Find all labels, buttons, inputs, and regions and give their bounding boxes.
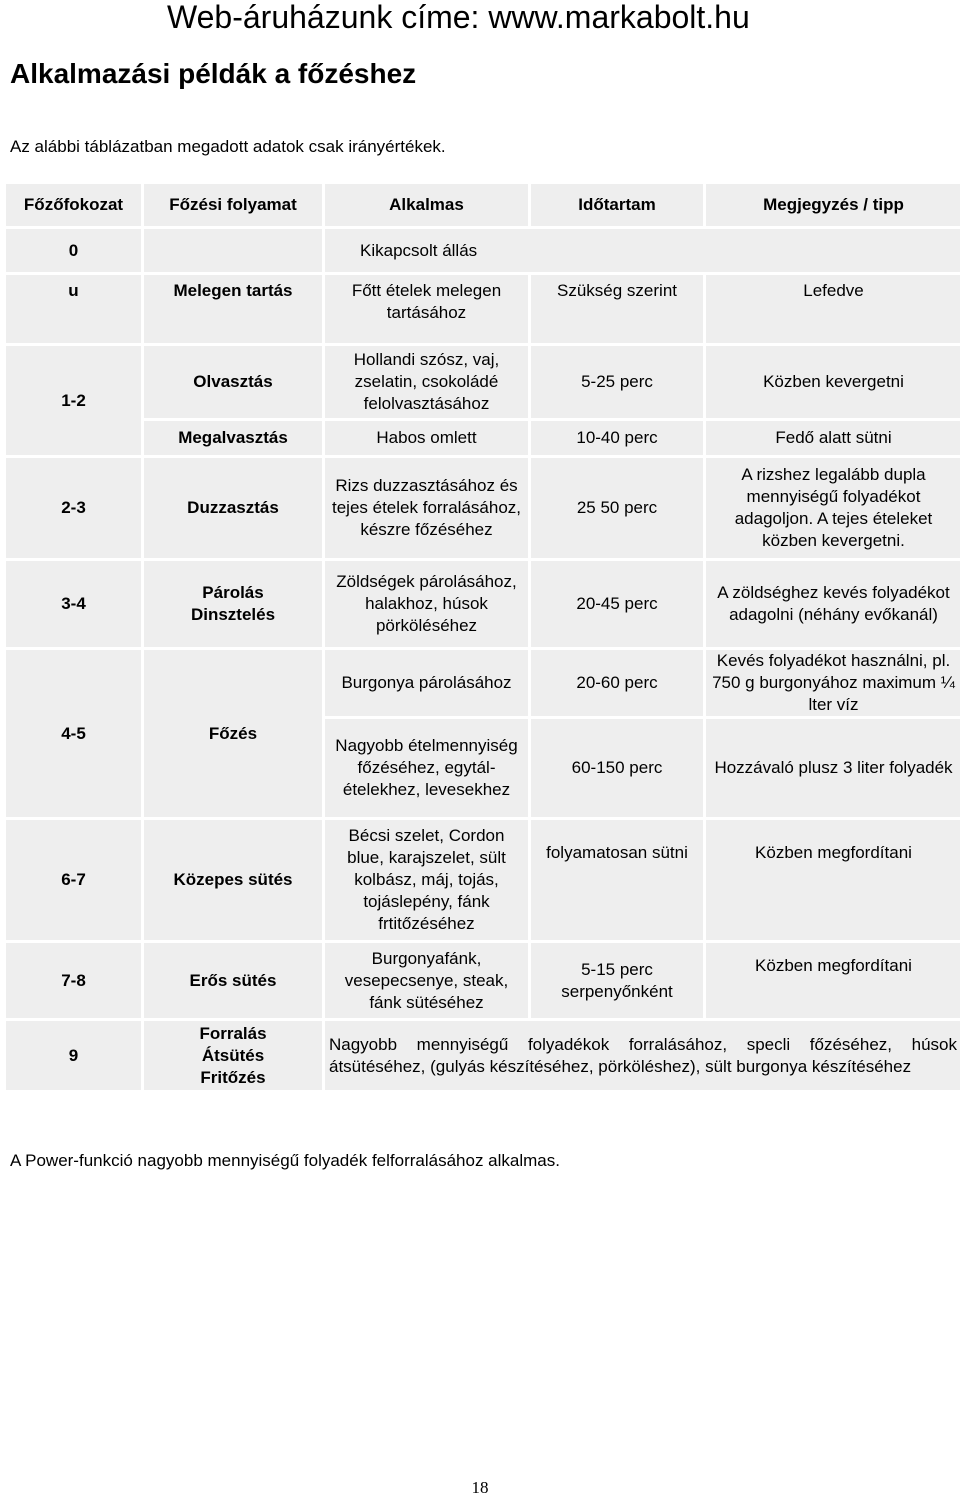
suitable-cell: Főtt ételek melegen tartásához — [325, 275, 528, 343]
process-cell: Melegen tartás — [144, 275, 322, 343]
note-cell: Fedő alatt sütni — [706, 421, 960, 455]
level-cell: 4-5 — [6, 650, 141, 817]
suitable-cell: Hollandi szósz, vaj, zselatin, csokoládé felolvasztásához — [325, 346, 528, 418]
table-row — [6, 229, 960, 272]
table-row — [6, 1021, 960, 1090]
off-state-cell: Kikapcsolt állás — [325, 229, 960, 272]
duration-cell: 25 50 perc — [531, 458, 703, 558]
duration-cell: 60-150 perc — [531, 719, 703, 817]
empty-cell — [144, 229, 322, 272]
header-cell: Alkalmas — [325, 184, 528, 226]
process-cell — [144, 561, 322, 647]
table-row — [6, 458, 960, 558]
note-cell: Lefedve — [706, 275, 960, 343]
page-number: 18 — [471, 1478, 489, 1497]
duration-cell: Szükség szerint — [531, 275, 703, 343]
suitable-cell: Zöldségek párolásához, halakhoz, húsok pörköléséhez — [325, 561, 528, 647]
process-line: Fritőzés — [200, 1067, 266, 1087]
process-cell: Olvasztás — [144, 346, 322, 418]
table-header-row — [6, 184, 960, 226]
process-cell — [144, 1021, 322, 1090]
note-cell: A zöldséghez kevés folyadékot adagolni (néhány evőkanál) — [706, 561, 960, 647]
level-cell: u — [6, 275, 141, 343]
process-cell: Főzés — [144, 650, 322, 817]
note-cell: A rizshez legalább dupla mennyiségű folyadékot adagoljon. A tejes ételeket közben kevergetni. — [706, 458, 960, 558]
process-line: Átsütés — [201, 1045, 265, 1065]
merged-description-cell: Nagyobb mennyiségű folyadékok forralásához, specli főzéséhez, húsok átsütéséhez, (gulyás készítéséhez, pörköléshez), sült burgonya készítéséhez — [325, 1021, 960, 1090]
table-row — [6, 820, 960, 940]
level-cell: 9 — [6, 1021, 141, 1090]
note-cell: Kevés folyadékot használni, pl. 750 g burgonyához maximum ¼ lter víz — [706, 650, 960, 716]
process-cell: Erős sütés — [144, 943, 322, 1018]
table-row — [6, 650, 960, 716]
process-line: Forralás — [199, 1023, 267, 1043]
level-cell: 2-3 — [6, 458, 141, 558]
duration-cell: 10-40 perc — [531, 421, 703, 455]
header-cell: Főzési folyamat — [144, 184, 322, 226]
suitable-cell: Burgonyafánk, vesepecsenye, steak, fánk sütéséhez — [325, 943, 528, 1018]
duration-cell: 20-45 perc — [531, 561, 703, 647]
suitable-cell: Habos omlett — [325, 421, 528, 455]
table-row — [6, 346, 960, 418]
process-line: Dinsztelés — [190, 605, 276, 624]
duration-cell: 5-15 perc serpenyőnként — [531, 943, 703, 1018]
suitable-cell: Bécsi szelet, Cordon blue, karajszelet, sült kolbász, máj, tojás, tojáslepény, fánk frtitőzéséhez — [325, 820, 528, 940]
suitable-cell: Nagyobb ételmennyiség főzéséhez, egytál-ételekhez, levesekhez — [325, 719, 528, 817]
table-row — [6, 943, 960, 1018]
process-line: Párolás — [202, 583, 264, 602]
level-cell: 0 — [6, 229, 141, 272]
page-title: Alkalmazási példák a főzéshez — [10, 58, 417, 89]
header-cell: Főzőfokozat — [6, 184, 141, 226]
process-cell: Közepes sütés — [144, 820, 322, 940]
cooking-guide-table — [3, 181, 960, 1093]
level-cell: 7-8 — [6, 943, 141, 1018]
suitable-cell: Burgonya párolásához — [325, 650, 528, 716]
duration-cell: 5-25 perc — [531, 346, 703, 418]
footnote: A Power-funkció nagyobb mennyiségű folyadék felforralásához alkalmas. — [10, 1151, 560, 1170]
intro-text: Az alábbi táblázatban megadott adatok csak irányértékek. — [10, 137, 446, 156]
note-cell: Közben kevergetni — [706, 346, 960, 418]
level-cell: 6-7 — [6, 820, 141, 940]
process-cell: Duzzasztás — [144, 458, 322, 558]
duration-cell: 20-60 perc — [531, 650, 703, 716]
duration-cell: folyamatosan sütni — [531, 820, 703, 940]
table-row — [6, 275, 960, 343]
table-row — [6, 561, 960, 647]
note-cell: Közben megfordítani — [706, 943, 960, 1018]
suitable-cell: Rizs duzzasztásához és tejes ételek forralásához, készre főzéséhez — [325, 458, 528, 558]
level-cell: 3-4 — [6, 561, 141, 647]
header-cell: Időtartam — [531, 184, 703, 226]
header-cell: Megjegyzés / tipp — [706, 184, 960, 226]
process-cell: Megalvasztás — [144, 421, 322, 455]
note-cell: Hozzávaló plusz 3 liter folyadék — [706, 719, 960, 817]
table-row — [6, 421, 960, 455]
site-url: Web-áruházunk címe: www.markabolt.hu — [167, 0, 750, 35]
note-cell: Közben megfordítani — [706, 820, 960, 940]
level-cell: 1-2 — [6, 346, 141, 455]
